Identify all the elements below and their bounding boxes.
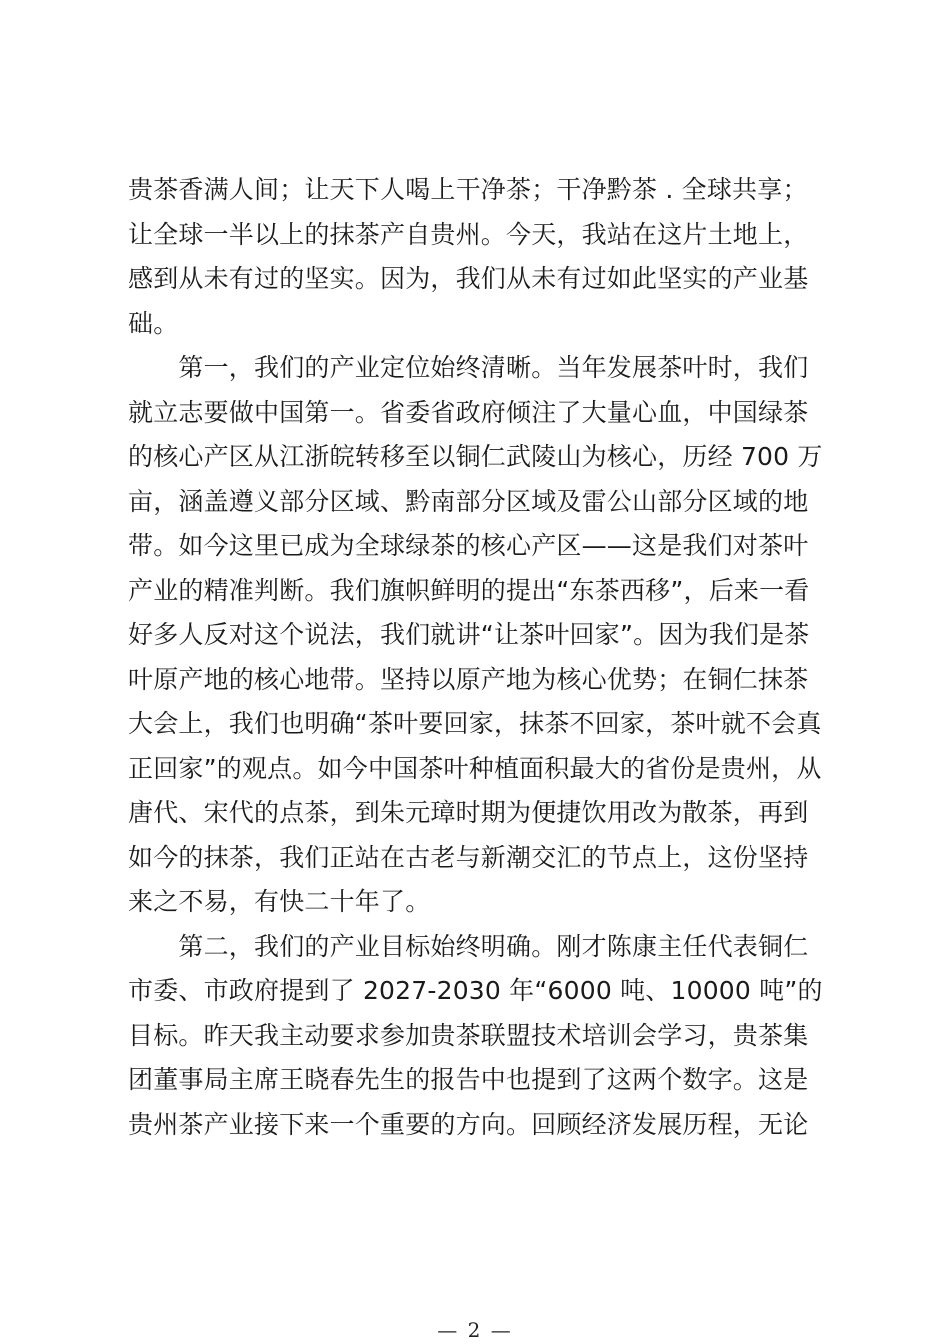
text-line-3: 感到从未有过的坚实。因为，我们从未有过如此坚实的产业基 (128, 264, 809, 293)
text-line-20: 目标。昨天我主动要求参加贵茶联盟技术培训会学习，贵茶集 (128, 1020, 809, 1050)
text-line-18: 第二，我们的产业目标始终明确。刚才陈康主任代表铜仁 (128, 931, 809, 961)
text-line-4: 础。 (128, 308, 179, 338)
text-line-14: 正回家”的观点。如今中国茶叶种植面积最大的省份是贵州，从 (128, 753, 822, 783)
text-line-19: 市委、市政府提到了 2027-2030 年“6000 吨、10000 吨”的 (128, 976, 823, 1005)
text-line-13: 大会上，我们也明确“茶叶要回家，抹茶不回家，茶叶就不会真 (128, 709, 822, 738)
text-line-10: 产业的精准判断。我们旗帜鲜明的提出“东茶西移”，后来一看 (128, 575, 810, 605)
text-line-7: 的核心产区从江浙皖转移至以铜仁武陵山为核心，历经 700 万 (128, 442, 823, 471)
text-line-15: 唐代、宋代的点茶，到朱元璋时期为便捷饮用改为散茶，再到 (128, 798, 809, 827)
text-line-21: 团董事局主席王晓春先生的报告中也提到了这两个数字。这是 (128, 1065, 809, 1094)
text-line-5: 第一，我们的产业定位始终清晰。当年发展茶叶时，我们 (128, 353, 809, 382)
text-line-2: 让全球一半以上的抹茶产自贵州。今天，我站在这片土地上， (128, 219, 809, 249)
text-line-1: 贵茶香满人间；让天下人喝上干净茶；干净黔茶 . 全球共享； (128, 175, 808, 204)
text-line-6: 就立志要做中国第一。省委省政府倾注了大量心血，中国绿茶 (128, 397, 809, 427)
text-line-22: 贵州茶产业接下来一个重要的方向。回顾经济发展历程，无论 (128, 1109, 809, 1139)
page-number: — 2 — (437, 1318, 513, 1342)
text-line-11: 好多人反对这个说法，我们就讲“让茶叶回家”。因为我们是茶 (128, 620, 810, 649)
body-text (128, 168, 832, 1147)
text-line-12: 叶原产地的核心地带。坚持以原产地为核心优势；在铜仁抹茶 (128, 664, 809, 694)
text-line-16: 如今的抹茶，我们正站在古老与新潮交汇的节点上，这份坚持 (128, 842, 809, 872)
text-line-8: 亩，涵盖遵义部分区域、黔南部分区域及雷公山部分区域的地 (128, 486, 809, 516)
text-line-17: 来之不易，有快二十年了。 (128, 887, 431, 916)
text-line-9: 带。如今这里已成为全球绿茶的核心产区——这是我们对茶叶 (128, 531, 809, 560)
